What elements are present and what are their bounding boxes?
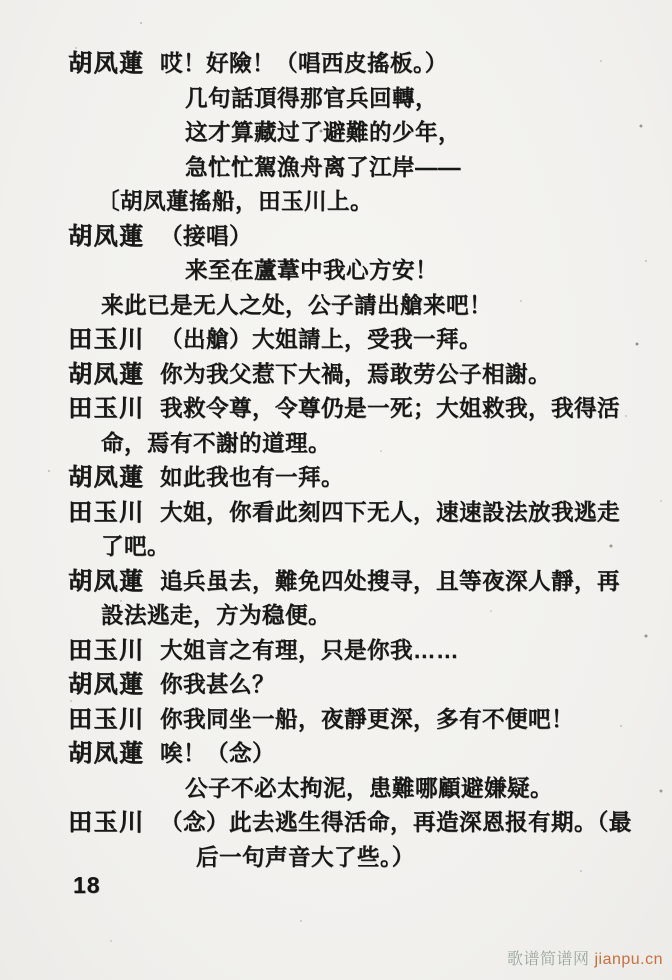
speaker-name: 胡凤蓮 [68, 671, 145, 698]
script-line [0, 530, 672, 565]
line-text: 这才算藏过了避難的少年， [185, 120, 462, 145]
script-line [0, 47, 672, 82]
watermark-site-name: 歌谱简谱网 [506, 951, 590, 968]
line-text: 追兵虽去，難免四处搜寻，且等夜深人靜，再 [160, 568, 621, 594]
script-line [0, 289, 672, 324]
line-text: （念）此去逃生得活命，再造深恩报有期。（最 [160, 810, 632, 835]
page-number: 18 [73, 872, 101, 898]
line-text: 設法逃走，方为稳便。 [101, 603, 332, 628]
line-text: （出艙）大姐請上，受我一拜。 [160, 327, 483, 352]
watermark [507, 946, 663, 969]
script-line [0, 323, 672, 358]
speaker-name: 田玉川 [68, 705, 145, 733]
line-text: 后一句声音大了些。） [196, 844, 415, 870]
line-text: 了吧。 [101, 534, 171, 559]
script-line [0, 703, 672, 738]
speaker-name: 胡凤蓮 [68, 740, 145, 767]
script-line [0, 392, 672, 427]
script-text-block [0, 47, 672, 875]
line-text: 如此我也有一拜。 [160, 465, 345, 490]
speaker-name: 胡凤蓮 [68, 360, 145, 388]
script-line [0, 220, 672, 255]
script-line [0, 82, 672, 117]
script-line [0, 668, 672, 703]
speaker-name: 田玉川 [68, 636, 145, 664]
script-line [0, 565, 672, 600]
line-text: 公子不必太拘泥，患難哪顧避嫌疑。 [185, 775, 554, 801]
line-text: 唉！（念） [160, 741, 276, 766]
line-text: 大姐言之有理，只是你我…… [160, 637, 460, 663]
speaker-name: 田玉川 [68, 395, 145, 422]
line-text: 你我同坐一船，夜靜更深，多有不便吧！ [160, 706, 575, 732]
script-line [0, 599, 672, 634]
line-text: 我救令尊，令尊仍是一死；大姐救我，我得活 [160, 396, 621, 421]
watermark-site-url: jianpu.cn [594, 951, 663, 968]
line-text: 几句話頂得那官兵回轉， [185, 85, 439, 111]
script-line [0, 772, 672, 807]
speaker-name: 田玉川 [68, 498, 145, 526]
speaker-name: 胡凤蓮 [68, 464, 145, 491]
script-line [0, 496, 672, 531]
script-line [0, 841, 672, 876]
script-line [0, 254, 672, 289]
speaker-name: 胡凤蓮 [68, 567, 145, 595]
line-text: 〔胡凤蓮搖船，田玉川上。 [97, 189, 374, 214]
speaker-name: 胡凤蓮 [68, 50, 145, 77]
script-line [0, 461, 672, 496]
scan-noise-specks [140, 22, 142, 24]
line-text: 大姐，你看此刻四下无人，速速設法放我逃走 [160, 499, 621, 525]
speaker-name: 胡凤蓮 [68, 222, 145, 250]
script-line [0, 116, 672, 151]
line-text: 急忙忙駕漁舟离了江岸—— [185, 154, 462, 180]
line-text: 你我甚么？ [160, 672, 276, 697]
line-text: 哎！好險！（唱西皮搖板。） [160, 51, 448, 76]
speaker-name: 田玉川 [68, 809, 145, 836]
line-text: 来至在蘆葦中我心方安！ [185, 258, 439, 283]
script-line [0, 427, 672, 462]
line-text: 命，焉有不謝的道理。 [101, 430, 332, 456]
line-text: （接唱） [160, 223, 253, 249]
script-line [0, 185, 672, 220]
script-line [0, 634, 672, 669]
script-line [0, 806, 672, 841]
speaker-name: 田玉川 [68, 326, 145, 353]
script-line [0, 151, 672, 186]
script-line [0, 358, 672, 393]
line-text: 来此已是无人之处，公子請出艙来吧！ [101, 292, 493, 318]
script-line [0, 737, 672, 772]
line-text: 你为我父惹下大禍，焉敢劳公子相謝。 [160, 361, 552, 387]
